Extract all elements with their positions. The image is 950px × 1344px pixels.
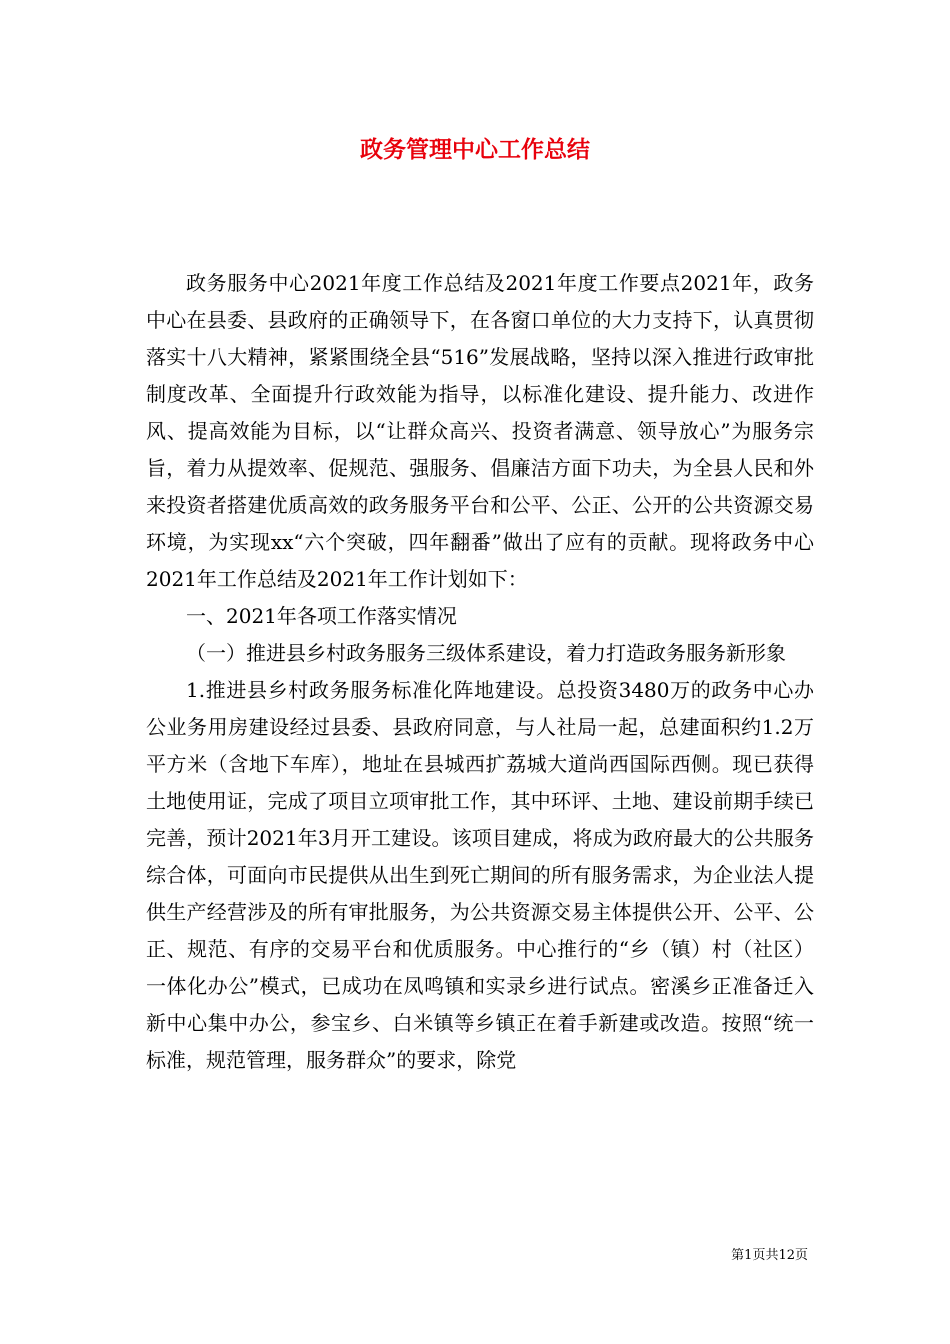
paragraph-intro: 政务服务中心2021年度工作总结及2021年度工作要点2021年，政务中心在县委、县政府的正确领导下，在各窗口单位的大力支持下，认真贯彻落实十八大精神，紧紧围绕全县“516”发展战略，坚持以深入推进行政审批制度改革、全面提升行政效能为指导，以标准化建设、提升能力、改进作风、提高效能为目标，以“让群众高兴、投资者满意、领导放心”为服务宗旨，着力从提效率、促规范、强服务、倡廉洁方面下功夫，为全县人民和外来投资者搭建优质高效的政务服务平台和公平、公正、公开的公共资源交易环境，为实现xx“六个突破，四年翻番”做出了应有的贡献。现将政务中心2021年工作总结及2021年工作计划如下： (146, 271, 814, 591)
subsection-heading: （一）推进县乡村政务服务三级体系建设，着力打造政务服务新形象 (186, 641, 786, 665)
document-body (146, 265, 814, 1079)
section-heading: 一、2021年各项工作落实情况 (186, 604, 457, 628)
document-title: 政务管理中心工作总结 (360, 136, 590, 163)
paragraph-item-1: 1.推进县乡村政务服务标准化阵地建设。总投资3480万的政务中心办公业务用房建设经过县委、县政府同意，与人社局一起，总建面积约1.2万平方米（含地下车库），地址在县城西扩荔城大道尚西国际西侧。现已获得土地使用证，完成了项目立项审批工作，其中环评、土地、建设前期手续已完善，预计2021年3月开工建设。该项目建成，将成为政府最大的公共服务综合体，可面向市民提供从出生到死亡期间的所有服务需求，为企业法人提供生产经营涉及的所有审批服务，为公共资源交易主体提供公开、公平、公正、规范、有序的交易平台和优质服务。中心推行的“乡（镇）村（社区）一体化办公”模式，已成功在凤鸣镇和实录乡进行试点。密溪乡正准备迁入新中心集中办公，参宝乡、白米镇等乡镇正在着手新建或改造。按照“统一标准，规范管理，服务群众”的要求，除党 (146, 678, 814, 1072)
page-number: 第1页共12页 (731, 1248, 808, 1263)
